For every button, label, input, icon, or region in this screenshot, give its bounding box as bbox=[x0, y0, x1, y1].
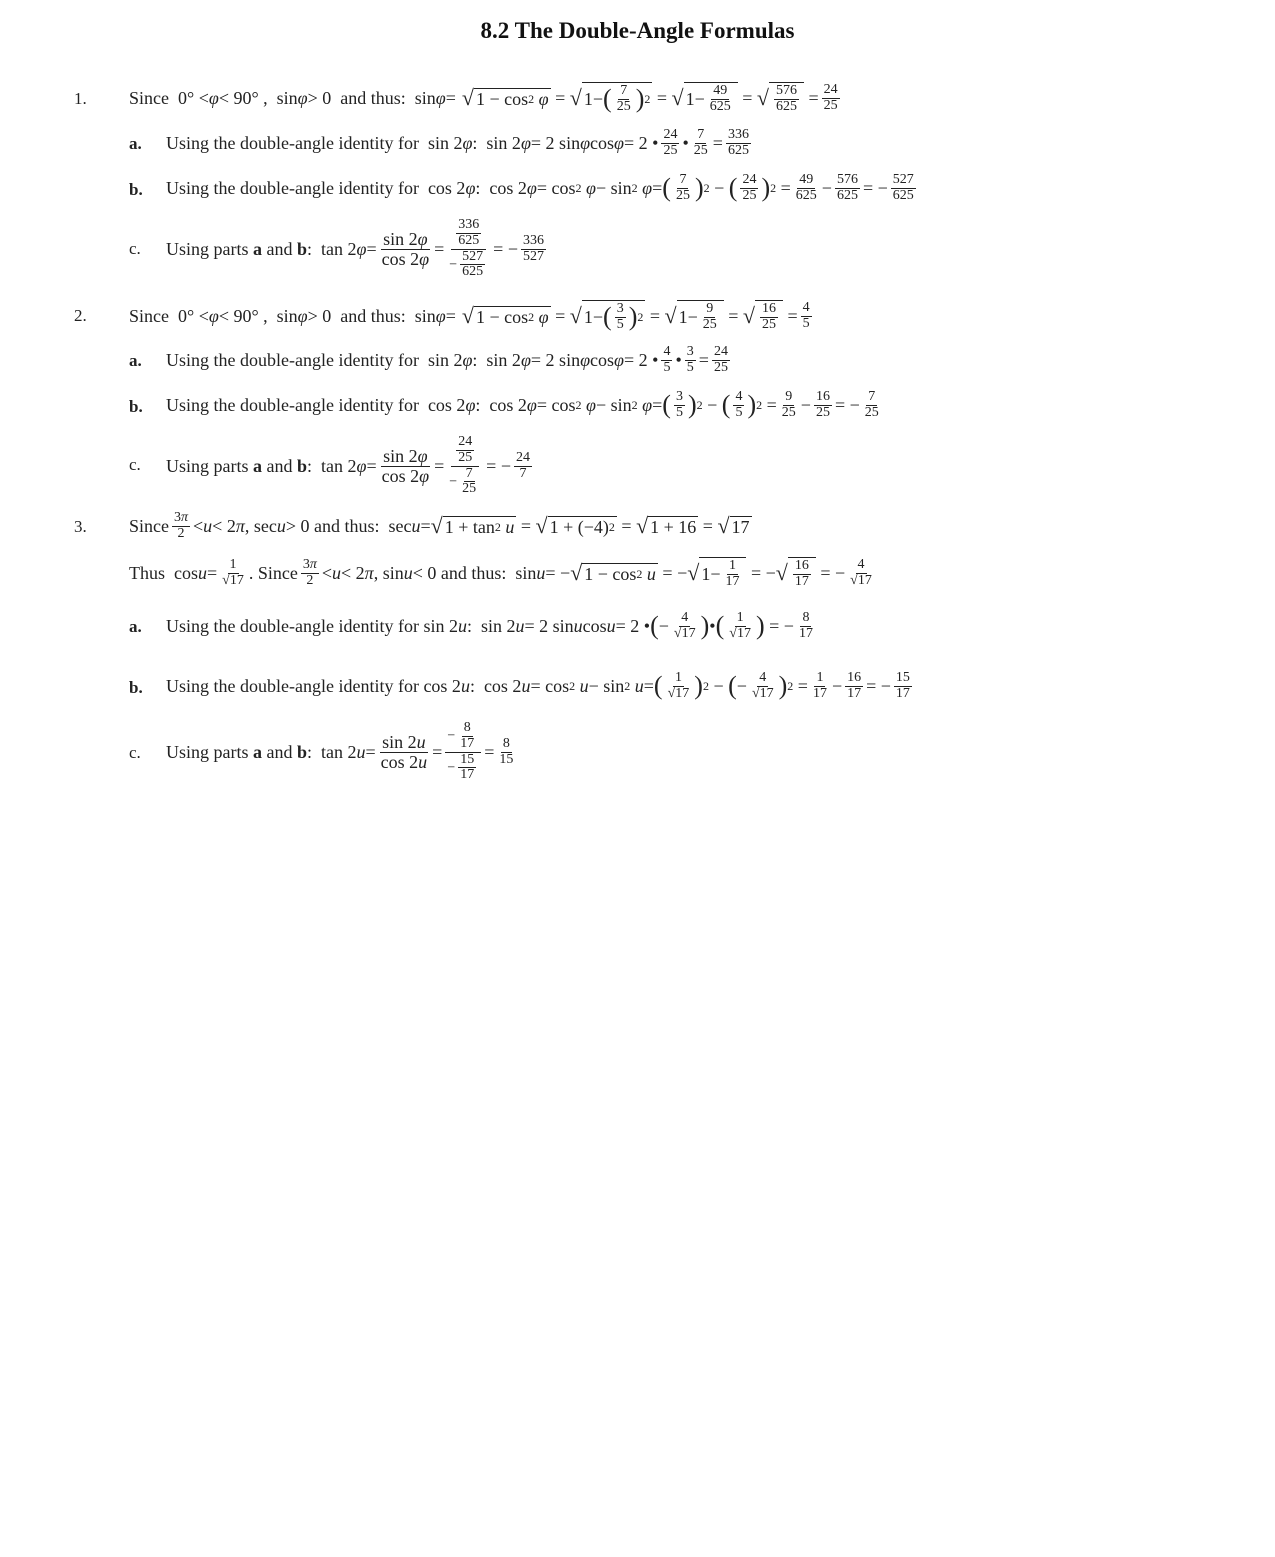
problem-3-part-b-label: b. bbox=[129, 678, 143, 697]
problem-1-part-a: Using the double-angle identity for sin 2 φ : sin 2 φ = 2 sin φ cos φ = 2 • $\frac{24}{25}$ • $\frac{7}{25}$ = $\frac{336}{625}$ bbox=[166, 126, 749, 158]
problem-3-part-c: Using parts a and b : tan 2 u = $\frac{\sin 2u}{\cos 2u}$ = − $\frac{8}{17}$ − $\frac{15}{17}$ = $\frac{8}{15}$ bbox=[166, 720, 514, 783]
problem-3-part-a: Using the double-angle identity for sin 2 u : sin 2 u = 2 sin u cos u = 2 • ( − $\frac{4}{√17}$ ) • ( $\frac{1}{√17}$ ) = − $\frac{8}{17}$ bbox=[166, 609, 813, 641]
problem-2-part-b-label: b. bbox=[129, 397, 143, 416]
problem-1-intro: Since 0° < φ < 90° , sin φ > 0 and thus: sin φ = √ 1 − cos 2 φ = √ 1− ( $\frac{7}{25}$ ) 2 = √ 1− $\frac{49}{625}$ = √ $\frac{576}{625}$ = $\frac{24}{25}$ bbox=[129, 81, 838, 114]
problem-2-intro: Since 0° < φ < 90° , sin φ > 0 and thus: sin φ = √ 1 − cos 2 φ = √ 1− ( $\frac{3}{5}$ ) 2 = √ 1− $\frac{9}{25}$ = √ $\frac{16}{25}$ = $\frac{4}{5}$ bbox=[129, 299, 810, 332]
problem-1-number: 1. bbox=[74, 89, 87, 108]
page-title: 8.2 The Double-Angle Formulas bbox=[480, 18, 795, 43]
problem-3-part-b: Using the double-angle identity for cos 2 u : cos 2 u = cos 2 u − sin 2 u = ( $\frac{1}{√17}$ ) 2 − ( − $\frac{4}{√17}$ ) 2 = $\frac{1}{17}$ − $\frac{16}{17}$ = − $\frac{15}{17}$ bbox=[166, 669, 910, 701]
problem-3-intro2: Thus cos u = $\frac{1}{√17}$ . Since $\frac{3\pi}{2}$ < u < 2 π , sin u < 0 and thus: sin u = − √ 1 − cos 2 u = − √ 1− $\frac{1}{17}$ = − √ $\frac{16}{17}$ = − $\frac{4}{√17}$ bbox=[129, 556, 872, 589]
problem-3-number: 3. bbox=[74, 517, 87, 536]
problem-1-part-b-label: b. bbox=[129, 180, 143, 199]
problem-3-intro: Since $\frac{3\pi}{2}$ < u < 2 π , sec u > 0 and thus: sec u = √ 1 + tan 2 u = √ 1 + (−4) 2 = √ 1 + 16 = √ 17 bbox=[129, 509, 750, 541]
problem-2-part-a-label: a. bbox=[129, 351, 142, 370]
problem-3-part-a-label: a. bbox=[129, 617, 142, 636]
problem-1-part-a-label: a. bbox=[129, 134, 142, 153]
problem-1-part-c: Using parts a and b : tan 2 φ = $\frac{\sin 2\varphi}{\cos 2\varphi}$ = $\frac{336}{625}$ − $\frac{527}{625}$ = − $\frac{336}{527}$ bbox=[166, 217, 544, 280]
problem-2-part-c-label: c. bbox=[129, 455, 141, 474]
problem-2-part-b: Using the double-angle identity for cos 2 φ : cos 2 φ = cos 2 φ − sin 2 φ = ( $\frac{3}{5}$ ) 2 − ( $\frac{4}{5}$ ) 2 = $\frac{9}{25}$ − $\frac{16}{25}$ = − $\frac{7}{25}$ bbox=[166, 388, 879, 420]
problem-3-part-c-label: c. bbox=[129, 743, 141, 762]
problem-1-part-b: Using the double-angle identity for cos 2 φ : cos 2 φ = cos 2 φ − sin 2 φ = ( $\frac{7}{25}$ ) 2 − ( $\frac{24}{25}$ ) 2 = $\frac{49}{625}$ − $\frac{576}{625}$ = − $\frac{527}{625}$ bbox=[166, 171, 914, 203]
problem-2-part-a: Using the double-angle identity for sin 2 φ : sin 2 φ = 2 sin φ cos φ = 2 • $\frac{4}{5}$ • $\frac{3}{5}$ = $\frac{24}{25}$ bbox=[166, 343, 728, 375]
problem-2-part-c: Using parts a and b : tan 2 φ = $\frac{\sin 2\varphi}{\cos 2\varphi}$ = $\frac{24}{25}$ − $\frac{7}{25}$ = − $\frac{24}{7}$ bbox=[166, 434, 530, 497]
problem-2-number: 2. bbox=[74, 306, 87, 325]
problem-1-part-c-label: c. bbox=[129, 239, 141, 258]
